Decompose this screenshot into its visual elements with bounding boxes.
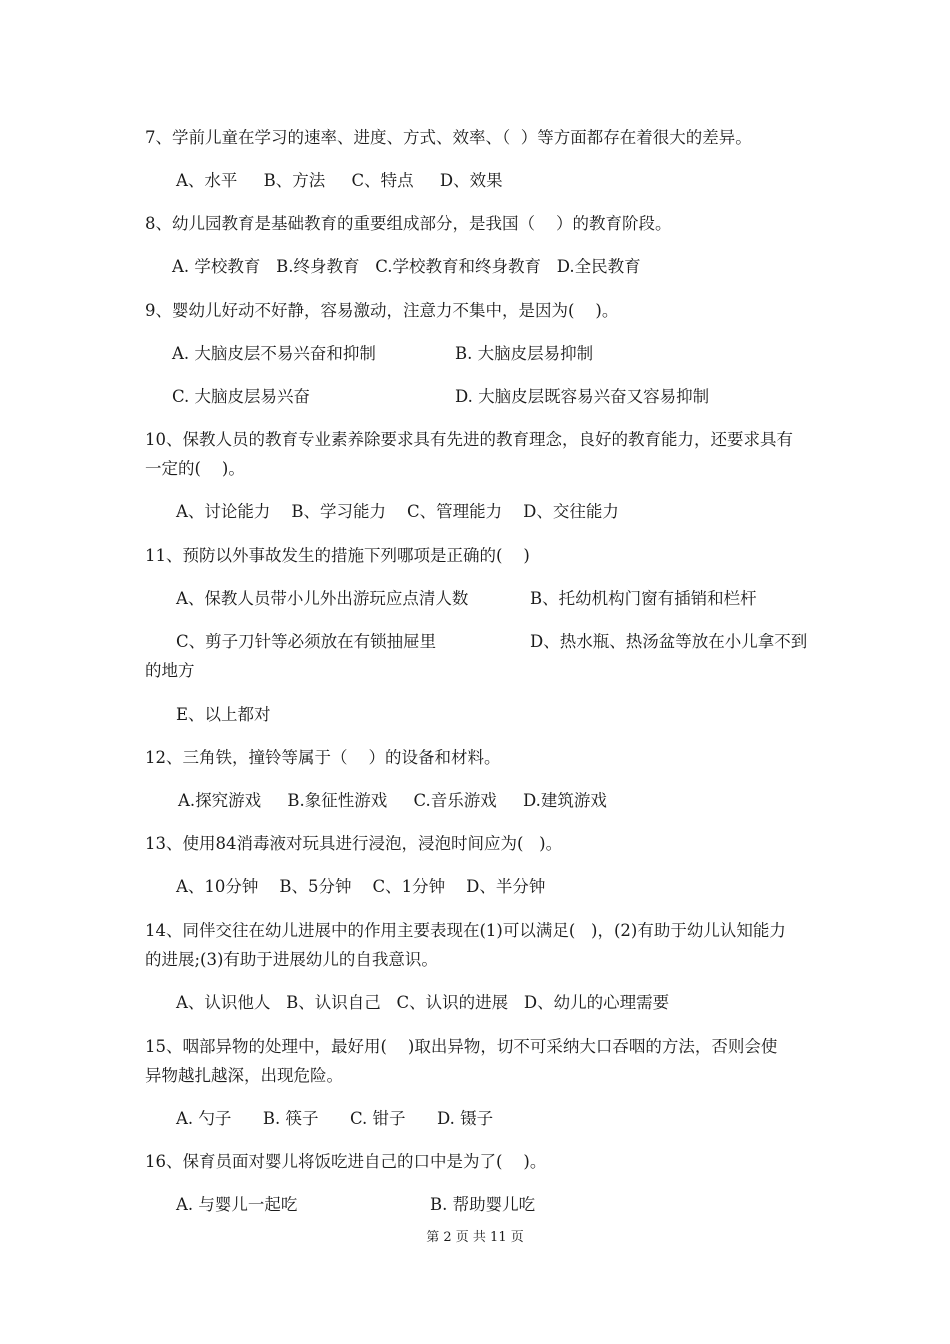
question-11-option-d-line2: 的地方	[145, 661, 195, 680]
question-16-stem: 16、保育员面对婴儿将饭吃进自己的口中是为了( )。	[145, 1152, 547, 1171]
question-13-options: A、10分钟 B、5分钟 C、1分钟 D、半分钟	[176, 877, 546, 896]
question-9-option-d: D. 大脑皮层既容易兴奋又容易抑制	[455, 387, 710, 406]
question-16-option-a: A. 与婴儿一起吃	[176, 1195, 298, 1214]
question-9-option-a: A. 大脑皮层不易兴奋和抑制	[172, 344, 376, 363]
question-14-stem-line1: 14、同伴交往在幼儿进展中的作用主要表现在(1)可以满足( )，(2)有助于幼儿认知能力	[145, 921, 786, 940]
question-8-stem: 8、幼儿园教育是基础教育的重要组成部分，是我国（ ）的教育阶段。	[145, 214, 672, 233]
page-number: 第 2 页 共 11 页	[426, 1230, 524, 1245]
question-9-option-b: B. 大脑皮层易抑制	[455, 344, 594, 363]
question-12-stem: 12、三角铁，撞铃等属于（ ）的设备和材料。	[145, 748, 501, 767]
question-14-stem-line2: 的进展;(3)有助于进展幼儿的自我意识。	[145, 950, 438, 969]
question-15-options: A. 勺子 B. 筷子 C. 钳子 D. 镊子	[176, 1109, 494, 1128]
question-8-options: A. 学校教育 B.终身教育 C.学校教育和终身教育 D.全民教育	[172, 257, 641, 276]
question-11-option-b: B、托幼机构门窗有插销和栏杆	[530, 589, 757, 608]
question-10-stem-line1: 10、保教人员的教育专业素养除要求具有先进的教育理念，良好的教育能力，还要求具有	[145, 430, 793, 449]
question-13-stem: 13、使用84消毒液对玩具进行浸泡，浸泡时间应为( )。	[145, 834, 563, 853]
question-9-option-c: C. 大脑皮层易兴奋	[172, 387, 311, 406]
question-15-stem-line1: 15、咽部异物的处理中，最好用( )取出异物，切不可采纳大口吞咽的方法，否则会使	[145, 1037, 778, 1056]
question-9-stem: 9、婴幼儿好动不好静，容易激动，注意力不集中，是因为( )。	[145, 301, 619, 320]
question-11-option-a: A、保教人员带小儿外出游玩应点清人数	[176, 589, 469, 608]
question-10-stem-line2: 一定的( )。	[145, 459, 245, 478]
question-7-options: A、水平 B、方法 C、特点 D、效果	[176, 171, 503, 190]
question-10-options: A、讨论能力 B、学习能力 C、管理能力 D、交往能力	[176, 502, 619, 521]
question-11-stem: 11、预防以外事故发生的措施下列哪项是正确的( )	[145, 546, 530, 565]
question-11-option-e: E、以上都对	[176, 705, 271, 724]
question-11-option-c: C、剪子刀针等必须放在有锁抽屉里	[176, 632, 437, 651]
question-15-stem-line2: 异物越扎越深，出现危险。	[145, 1066, 343, 1085]
question-16-option-b: B. 帮助婴儿吃	[430, 1195, 536, 1214]
question-11-option-d-line1: D、热水瓶、热汤盆等放在小儿拿不到	[530, 632, 808, 651]
question-7-stem: 7、学前儿童在学习的速率、进度、方式、效率、（ ）等方面都存在着很大的差异。	[145, 128, 752, 147]
question-14-options: A、认识他人 B、认识自己 C、认识的进展 D、幼儿的心理需要	[176, 993, 670, 1012]
question-12-options: A.探究游戏 B.象征性游戏 C.音乐游戏 D.建筑游戏	[178, 791, 607, 810]
